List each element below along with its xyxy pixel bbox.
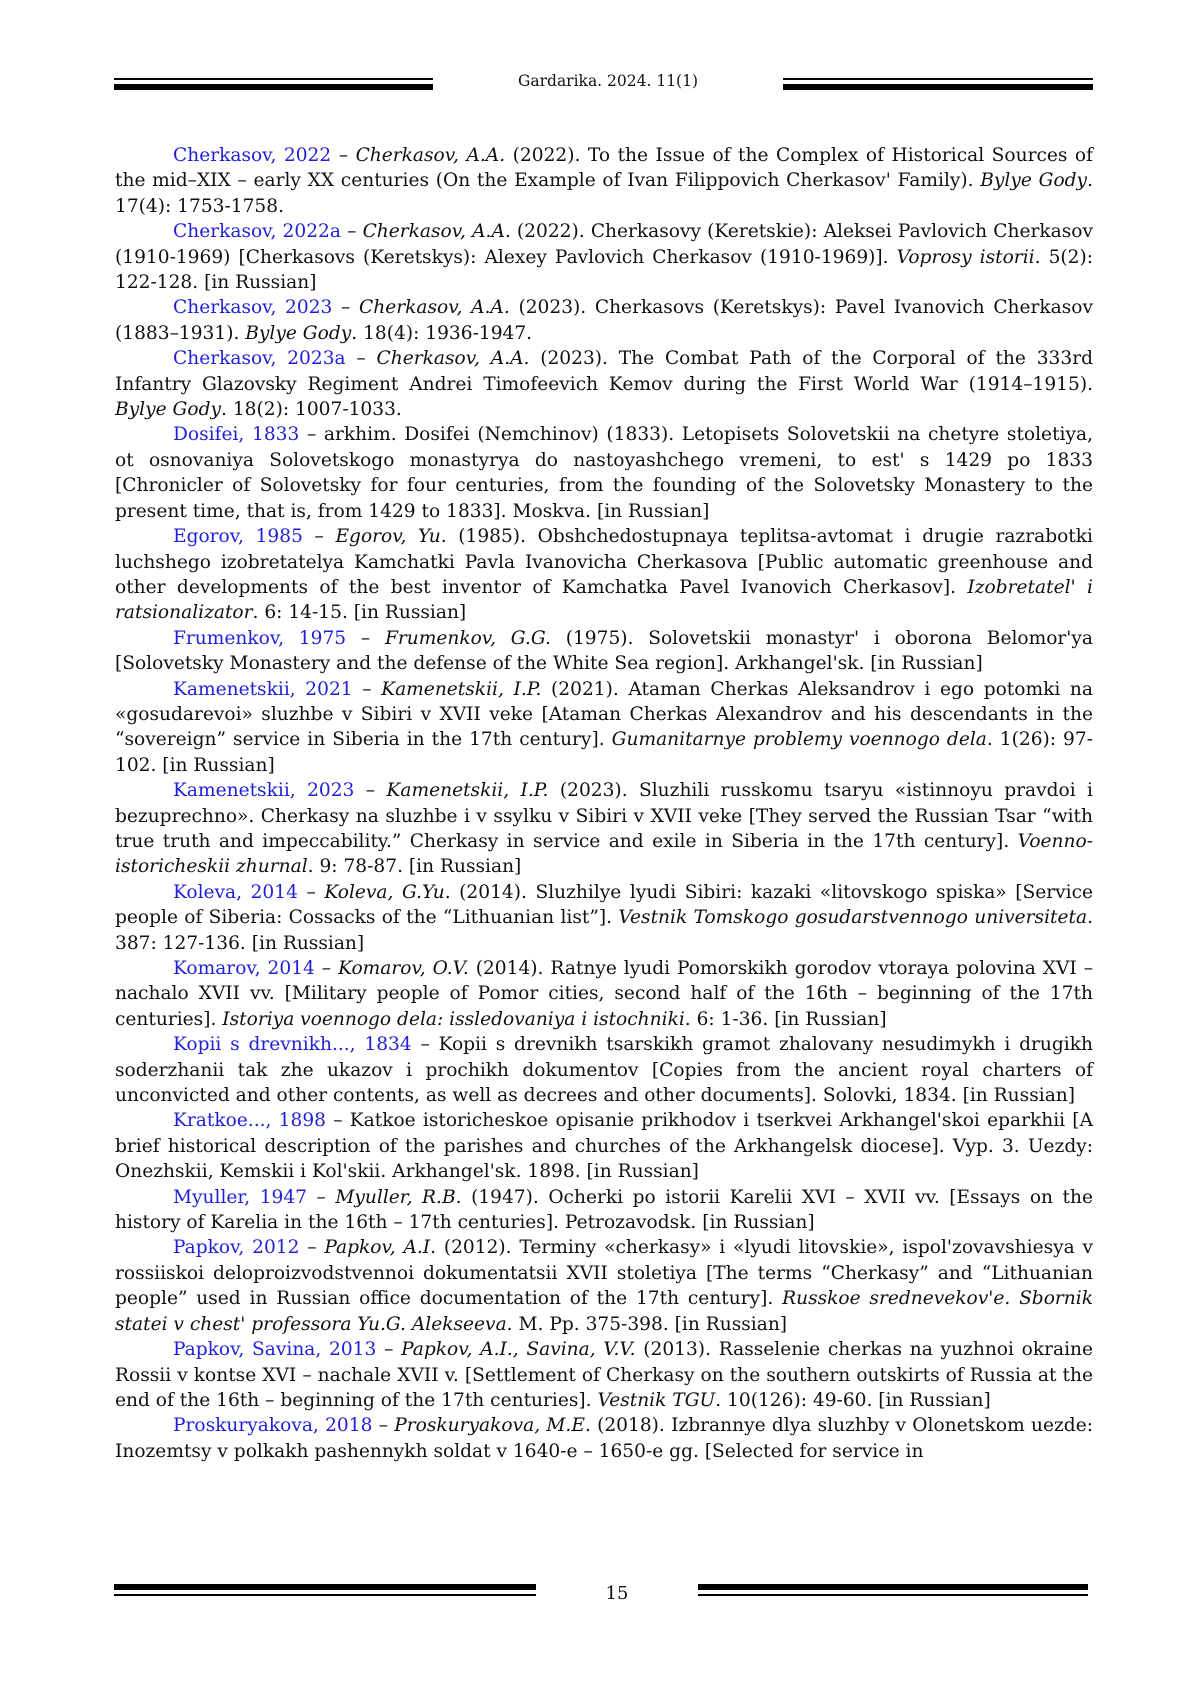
reference-entry — [115, 956, 1093, 1032]
reference-text: – — [307, 1187, 335, 1208]
reference-italic-text: Vestnik Tomskogo gosudarstvennogo universiteta — [618, 907, 1087, 928]
reference-entry — [115, 1185, 1093, 1236]
reference-italic-text: Papkov, A.I., Savina, V.V. — [401, 1339, 635, 1360]
reference-italic-text: Myuller, R.B. — [335, 1187, 461, 1208]
reference-italic-text: Bylye Gody — [115, 399, 221, 420]
reference-entry — [115, 219, 1093, 295]
reference-italic-text: Cherkasov, A.A. — [377, 348, 530, 369]
page-number: 15 — [536, 1583, 698, 1604]
reference-text: – — [346, 348, 377, 369]
reference-text: – — [298, 882, 324, 903]
reference-text: . 9: 78-87. [in Russian] — [308, 856, 522, 877]
reference-entry — [115, 422, 1093, 524]
reference-italic-text: Voprosy istorii — [897, 247, 1035, 268]
reference-text: (2014). Ratnye lyudi Pomorskikh gorodov vtoraya polovina XVI – nachalo XVII vv. [Military people of Pomor cities, second half of the 16th – beginning of the 17th centuries]. — [115, 958, 1093, 1030]
reference-list — [115, 143, 1093, 1464]
reference-text: – — [353, 679, 382, 700]
reference-key-link[interactable]: Egorov, 1985 — [173, 526, 303, 547]
reference-text: . 18(2): 1007-1033. — [221, 399, 402, 420]
reference-key-link[interactable]: Koleva, 2014 — [173, 882, 298, 903]
footer-rule-left-thin — [114, 1594, 536, 1596]
reference-entry — [115, 880, 1093, 956]
reference-text: (1975). Solovetskii monastyr' i oborona Belomor'ya [Solovetsky Monastery and the defense of the White Sea region]. Arkhangel'sk. [in Russian] — [115, 628, 1093, 674]
reference-key-link[interactable]: Proskuryakova, 2018 — [173, 1415, 372, 1436]
reference-text: . 18(4): 1936-1947. — [351, 323, 532, 344]
reference-key-link[interactable]: Frumenkov, 1975 — [173, 628, 346, 649]
header-rule-left-thick — [114, 84, 433, 90]
reference-text: . 6: 14-15. [in Russian] — [253, 602, 467, 623]
reference-text: – — [332, 297, 359, 318]
reference-text: . 10(126): 49-60. [in Russian] — [715, 1390, 990, 1411]
reference-entry — [115, 524, 1093, 626]
reference-key-link[interactable]: Cherkasov, 2023a — [173, 348, 346, 369]
reference-key-link[interactable]: Kopii s drevnikh..., 1834 — [173, 1034, 412, 1055]
reference-text: – — [376, 1339, 401, 1360]
reference-italic-text: Kamenetskii, I.P. — [381, 679, 541, 700]
reference-text: (2023). The Combat Path of the Corporal of the 333rd Infantry Glazovsky Regiment Andrei Timofeevich Kemov during the First World War (1914–1915). — [115, 348, 1093, 394]
reference-italic-text: Bylye Gody — [980, 170, 1087, 191]
reference-text: . M. Pp. 375-398. [in Russian] — [507, 1314, 787, 1335]
reference-text: (1947). Ocherki po istorii Karelii XVI – XVII vv. [Essays on the history of Karelia in the 16th – 17th centuries]. Petrozavodsk. [in Russian] — [115, 1187, 1093, 1233]
reference-key-link[interactable]: Dosifei, 1833 — [173, 424, 299, 445]
reference-text: . 387: 127-136. [in Russian] — [115, 907, 1093, 953]
footer-rule-left-thick — [114, 1584, 536, 1590]
reference-entry — [115, 1413, 1093, 1464]
reference-italic-text: Cherkasov, A.A. — [356, 145, 506, 166]
header-rule-right-thick — [783, 84, 1093, 90]
reference-key-link[interactable]: Cherkasov, 2023 — [173, 297, 332, 318]
reference-text: (2014). Sluzhilye lyudi Sibiri: kazaki «litovskogo spiska» [Service people of Siberia: Cossacks of the “Lithuanian list”]. — [115, 882, 1093, 928]
reference-text: – — [341, 221, 363, 242]
reference-text: (2012). Terminy «cherkasy» i «lyudi litovskie», ispol'zovavshiesya v rossiiskoi deloproizvodstvennoi dokumentatsii XVII stoletiya [The terms “Cherkasy” and “Lithuanian people” used in Russian office documentation of the 17th century]. — [115, 1237, 1093, 1309]
journal-title: Gardarika. 2024. 11(1) — [433, 72, 783, 90]
reference-text: (2022). Cherkasovy (Keretskie): Aleksei Pavlovich Cherkasov (1910-1969) [Cherkasovs (Keretskys): Alexey Pavlovich Cherkasov (1910-1969)]. — [115, 221, 1093, 267]
reference-italic-text: Kamenetskii, I.P. — [386, 780, 548, 801]
reference-text: . 17(4): 1753-1758. — [115, 170, 1093, 216]
reference-entry — [115, 1235, 1093, 1337]
reference-italic-text: Russkoe srednevekov'e. Sbornik statei v chest' professora Yu.G. Alekseeva — [115, 1288, 1093, 1334]
reference-key-link[interactable]: Papkov, Savina, 2013 — [173, 1339, 376, 1360]
reference-italic-text: Istoriya voennogo dela: issledovaniya i istochniki — [222, 1009, 684, 1030]
reference-italic-text: Gumanitarnye problemy voennogo dela — [612, 729, 987, 750]
reference-text: (2023). Cherkasovs (Keretskys): Pavel Ivanovich Cherkasov (1883–1931). — [115, 297, 1093, 343]
reference-text: – — [303, 526, 336, 547]
reference-italic-text: Egorov, Yu. — [335, 526, 446, 547]
reference-text: (2022). To the Issue of the Complex of Historical Sources of the mid–XIX – early XX centuries (On the Example of Ivan Filippovich Cherkasov' Family). — [115, 145, 1093, 191]
reference-key-link[interactable]: Komarov, 2014 — [173, 958, 315, 979]
reference-italic-text: Frumenkov, G.G. — [385, 628, 551, 649]
reference-text: (2021). Ataman Cherkas Aleksandrov i ego potomki na «gosudarevoi» sluzhbe v Sibiri v XVII veke [Ataman Cherkas Alexandrov and his descendants in the “sovereign” service in Siberia in the 17th century]. — [115, 679, 1093, 751]
reference-key-link[interactable]: Kamenetskii, 2021 — [173, 679, 353, 700]
footer-rule-right-thick — [698, 1584, 1088, 1590]
reference-entry — [115, 1032, 1093, 1108]
reference-entry — [115, 1337, 1093, 1413]
reference-italic-text: Komarov, O.V. — [338, 958, 469, 979]
reference-entry — [115, 143, 1093, 219]
reference-text: – — [315, 958, 338, 979]
reference-text: – — [331, 145, 355, 166]
reference-text: (1985). Obshchedostupnaya teplitsa-avtomat i drugie razrabotki luchshego izobretatelya Kamchatki Pavla Ivanovicha Cherkasova [Public automatic greenhouse and other developments of the best inventor of Kamchatka Pavel Ivanovich Cherkasov]. — [115, 526, 1093, 598]
reference-key-link[interactable]: Cherkasov, 2022a — [173, 221, 341, 242]
reference-entry — [115, 1108, 1093, 1184]
reference-italic-text: Voenno-istoricheskii zhurnal — [115, 831, 1093, 877]
reference-italic-text: Vestnik TGU — [597, 1390, 715, 1411]
reference-text: – Katkoe istoricheskoe opisanie prikhodov i tserkvei Arkhangel'skoi eparkhii [A brief historical description of the parishes and churches of the Arkhangelsk diocese]. Vyp. 3. Uezdy: Onezhskii, Kemskii i Kol'skii. Arkhangel'sk. 1898. [in Russian] — [115, 1110, 1093, 1182]
footer-rule-right-thin — [698, 1594, 1088, 1596]
reference-key-link[interactable]: Cherkasov, 2022 — [173, 145, 331, 166]
reference-text: – — [354, 780, 386, 801]
reference-text: – Kopii s drevnikh tsarskikh gramot zhalovany nesudimykh i drugikh soderzhanii tak zhe ukazov i prochikh dokumentov [Copies from the ancient royal charters of unconvicted and other contents, as well as decrees and other documents]. Solovki, 1834. [in Russian] — [115, 1034, 1093, 1106]
reference-key-link[interactable]: Myuller, 1947 — [173, 1187, 307, 1208]
reference-key-link[interactable]: Papkov, 2012 — [173, 1237, 299, 1258]
reference-key-link[interactable]: Kratkoe..., 1898 — [173, 1110, 326, 1131]
reference-text: – arkhim. Dosifei (Nemchinov) (1833). Letopisets Solovetskii na chetyre stoletiya, ot osnovaniya Solovetskogo monastyrya do nastoyashchego vremeni, to est' s 1429 po 1833 [Chronicler of Solovetsky for four centuries, from the founding of the Solovetsky Monastery to the present time, that is, from 1429 to 1833]. Moskva. [in Russian] — [115, 424, 1093, 521]
reference-italic-text: Papkov, A.I. — [324, 1237, 436, 1258]
reference-entry — [115, 778, 1093, 880]
reference-text: (2013). Rasselenie cherkas na yuzhnoi okraine Rossii v kontse XVI – nachale XVII v. [Settlement of Cherkasy on the southern outskirts of Russia at the end of the 16th – beginning of the 17th centuries]. — [115, 1339, 1093, 1411]
reference-italic-text: Cherkasov, A.A. — [363, 221, 511, 242]
reference-text: – — [299, 1237, 324, 1258]
reference-text: (2023). Sluzhili russkomu tsaryu «istinnoyu pravdoi i bezuprechno». Cherkasy na sluzhbe i v ssylku v Sibiri v XVII veke [They served the Russian Tsar “with true truth and impeccability.” Cherkasy in service and exile in Siberia in the 17th century]. — [115, 780, 1093, 852]
reference-text: . 1(26): 97-102. [in Russian] — [115, 729, 1093, 775]
reference-entry — [115, 346, 1093, 422]
reference-italic-text: Koleva, G.Yu. — [324, 882, 450, 903]
reference-italic-text: Izobretatel' i ratsionalizator — [115, 577, 1093, 623]
reference-text: (2018). Izbrannye dlya sluzhby v Olonetskom uezde: Inozemtsy v polkakh pashennykh soldat v 1640-e – 1650-e gg. [Selected for service in — [115, 1415, 1093, 1461]
reference-entry — [115, 295, 1093, 346]
reference-italic-text: Cherkasov, A.A. — [359, 297, 510, 318]
reference-entry — [115, 677, 1093, 779]
reference-text: – — [372, 1415, 394, 1436]
reference-text: . 5(2): 122-128. [in Russian] — [115, 247, 1093, 293]
header-rule-right-thin — [783, 78, 1093, 80]
reference-key-link[interactable]: Kamenetskii, 2023 — [173, 780, 354, 801]
header-rule-left-thin — [114, 78, 433, 80]
reference-text: . 6: 1-36. [in Russian] — [685, 1009, 887, 1030]
reference-italic-text: Proskuryakova, M.E. — [394, 1415, 591, 1436]
reference-entry — [115, 626, 1093, 677]
reference-italic-text: Bylye Gody — [245, 323, 351, 344]
reference-text: – — [346, 628, 385, 649]
